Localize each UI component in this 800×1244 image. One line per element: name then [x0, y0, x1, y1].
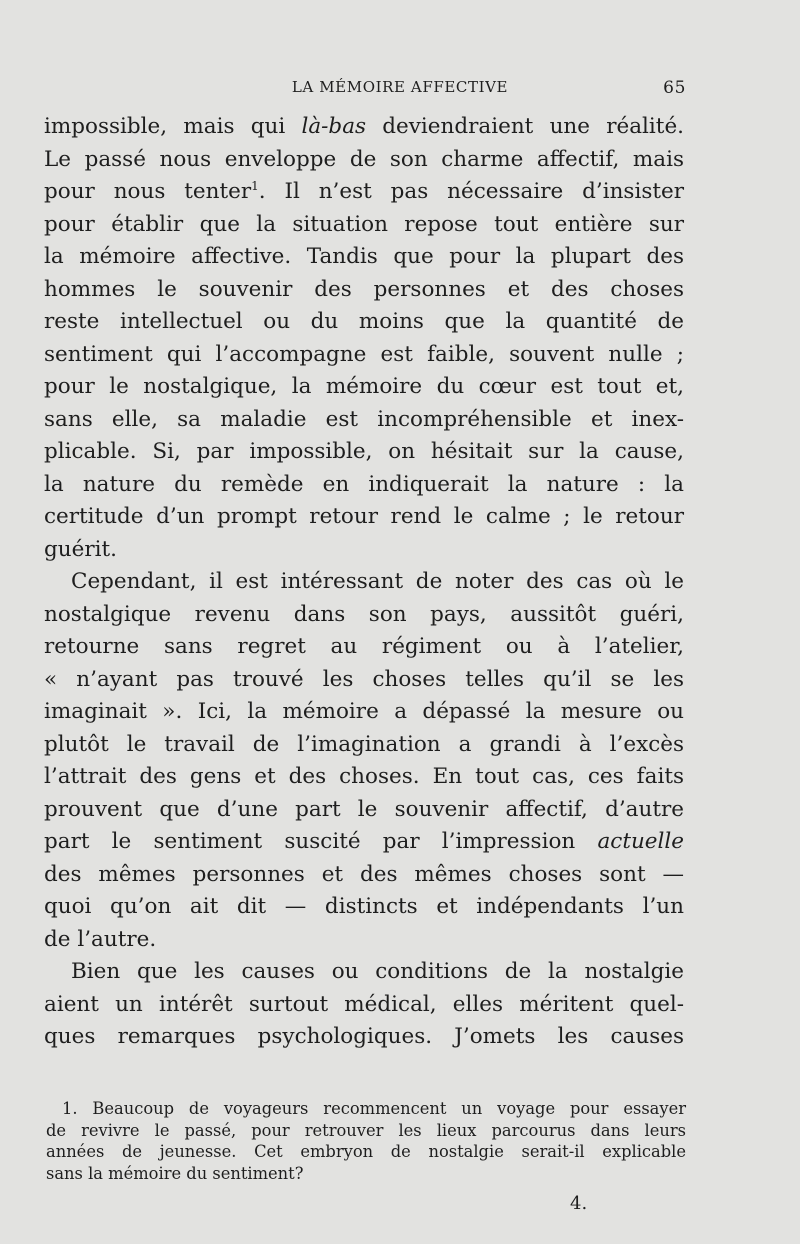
text-line-17: retourne sans regret au régiment ou à l’atelier,: [44, 634, 684, 659]
body-text: [44, 111, 684, 1054]
text-line-5: la mémoire affective. Tandis que pour la plupart des: [44, 244, 684, 269]
text-line-25: quoi qu’on ait dit — distincts et indépendants l’un: [44, 894, 684, 919]
text-line-11: plicable. Si, par impossible, on hésitait sur la cause,: [44, 439, 684, 464]
footnote-line-4: sans la mémoire du sentiment?: [46, 1163, 304, 1183]
text-line-2: Le passé nous enveloppe de son charme affectif, mais: [44, 146, 684, 172]
footnote-marker: 1: [251, 178, 259, 193]
text-line-28: aient un intérêt surtout médical, elles méritent quel-: [44, 991, 684, 1017]
text-line-8: sentiment qui l’accompagne est faible, souvent nulle ;: [44, 341, 684, 367]
text-line-16: nostalgique revenu dans son pays, aussitôt guéri,: [44, 601, 684, 627]
footnotes: [46, 1098, 686, 1184]
text-line-19: imaginait ». Ici, la mémoire a dépassé la mesure ou: [44, 699, 684, 724]
text-line-13: certitude d’un prompt retour rend le calme ; le retour: [44, 504, 684, 529]
footnote-line-1: 1. Beaucoup de voyageurs recommencent un voyage pour essayer: [62, 1099, 686, 1118]
italic-word: là-bas: [301, 114, 367, 139]
text-line-12: la nature du remède en indiquerait la nature : la: [44, 471, 684, 497]
text-line-14: guérit.: [44, 536, 117, 562]
text-line-6: hommes le souvenir des personnes et des choses: [44, 276, 684, 302]
text-line-10: sans elle, sa maladie est incompréhensible et inex-: [44, 406, 684, 432]
text-line-23: part le sentiment suscité par l’impression actuelle: [44, 829, 684, 854]
text-line-7: reste intellectuel ou du moins que la quantité de: [44, 309, 684, 334]
text-line-15: Cependant, il est intéressant de noter des cas où le: [71, 569, 684, 594]
running-head: [0, 76, 800, 102]
text-line-4: pour établir que la situation repose tout entière sur: [44, 211, 684, 237]
text-line-9: pour le nostalgique, la mémoire du cœur est tout et,: [44, 374, 684, 399]
signature-mark: 4.: [570, 1193, 588, 1214]
text-line-1: impossible, mais qui là-bas deviendraient une réalité.: [44, 114, 685, 139]
text-line-24: des mêmes personnes et des mêmes choses sont —: [44, 861, 684, 887]
footnote-line-2: de revivre le passé, pour retrouver les lieux parcourus dans leurs: [46, 1120, 686, 1140]
running-title: LA MÉMOIRE AFFECTIVE: [291, 78, 509, 96]
text-line-22: prouvent que d’une part le souvenir affectif, d’autre: [44, 796, 684, 822]
text-line-21: l’attrait des gens et des choses. En tout cas, ces faits: [44, 764, 684, 789]
italic-word: actuelle: [597, 829, 684, 854]
text-line-20: plutôt le travail de l’imagination a grandi à l’excès: [44, 731, 684, 757]
text-line-27: Bien que les causes ou conditions de la nostalgie: [71, 959, 684, 984]
text-line-26: de l’autre.: [44, 926, 157, 952]
text-line-18: « n’ayant pas trouvé les choses telles qu’il se les: [44, 666, 684, 692]
text-line-29: ques remarques psychologiques. J’omets les causes: [44, 1024, 684, 1049]
page-number: 65: [663, 78, 686, 98]
footnote-line-3: années de jeunesse. Cet embryon de nostalgie serait-il explicable: [46, 1142, 686, 1161]
text-line-3: pour nous tenter$^1$. Il n’est pas nécessaire d’insister: [44, 178, 684, 204]
